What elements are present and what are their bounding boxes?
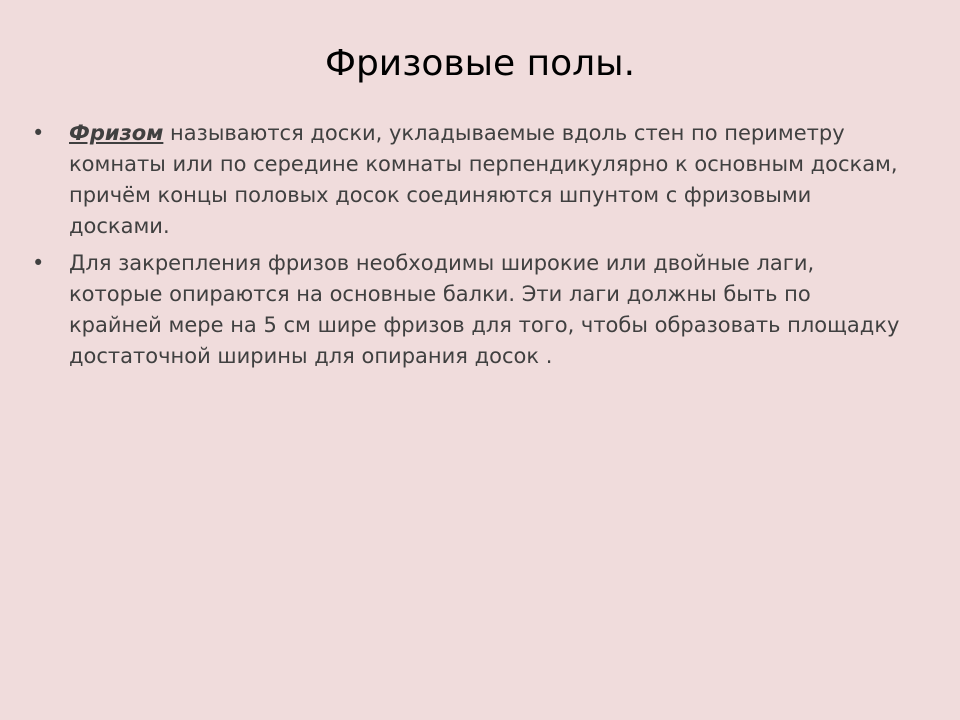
bullet-text: называются доски, укладываемые вдоль стен по периметру комнаты или по середине комнаты перпендикулярно к основным доскам, причём концы половых досок соединяются шпунтом с фризовыми досками. bbox=[69, 121, 898, 238]
slide-title: Фризовые полы. bbox=[324, 43, 636, 84]
bullet-text: Для закрепления фризов необходимы широкие или двойные лаги, которые опираются на основные балки. Эти лаги должны быть по крайней мере на 5 см шире фризов для того, чтобы образовать площадку достаточной ширины для опирания досок . bbox=[69, 251, 900, 368]
bullet-list bbox=[32, 118, 902, 378]
term-frieze: Фризом bbox=[69, 121, 164, 145]
bullet-icon: • bbox=[32, 121, 45, 145]
bullet-item-frieze-definition bbox=[32, 118, 902, 242]
bullet-icon: • bbox=[32, 251, 45, 275]
bullet-item-frieze-fixing bbox=[32, 248, 902, 372]
